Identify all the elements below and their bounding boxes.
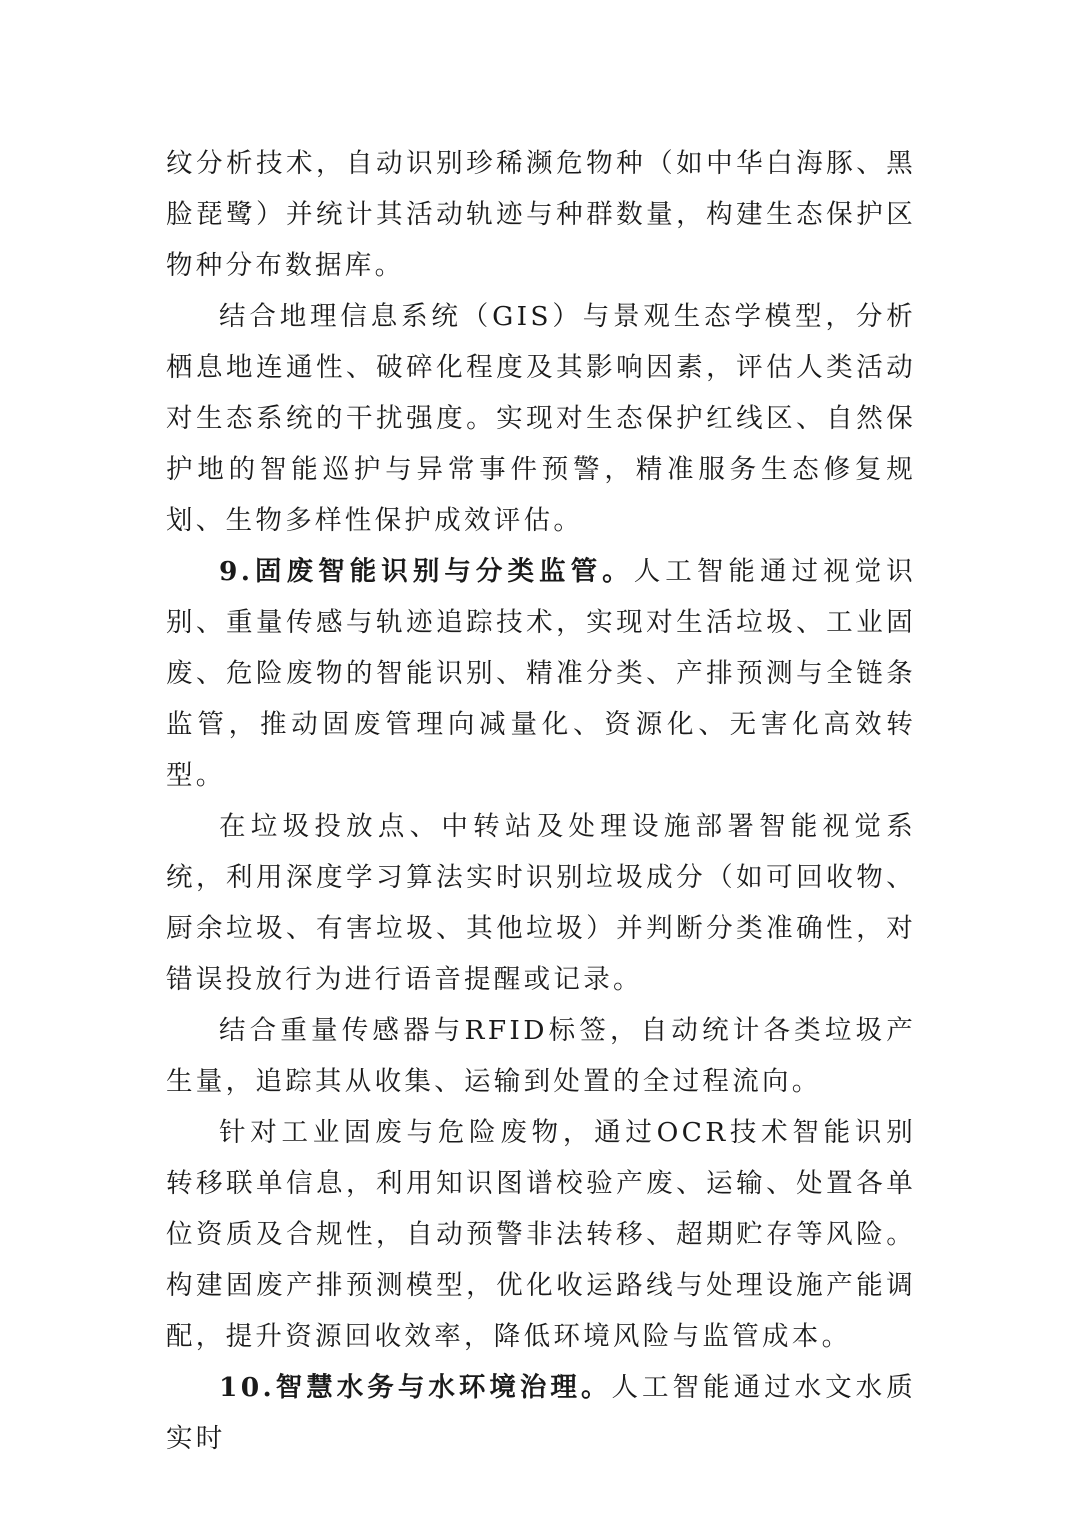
paragraph-garbage-vision <box>166 801 916 1005</box>
paragraph-text: 人工智能通过水文水质实时 <box>166 1372 916 1454</box>
paragraph-text: 在垃圾投放点、中转站及处理设施部署智能视觉系统，利用深度学习算法实时识别垃圾成分（如可回收物、厨余垃圾、有害垃圾、其他垃圾）并判断分类准确性，对错误投放行为进行语音提醒或记录。 <box>166 811 916 995</box>
paragraph-text: 纹分析技术，自动识别珍稀濒危物种（如中华白海豚、黑脸琵鹭）并统计其活动轨迹与种群数量，构建生态保护区物种分布数据库。 <box>166 148 916 281</box>
paragraph-gis-habitat <box>166 291 916 546</box>
paragraph-text: 结合地理信息系统（GIS）与景观生态学模型，分析栖息地连通性、破碎化程度及其影响因素，评估人类活动对生态系统的干扰强度。实现对生态保护红线区、自然保护地的智能巡护与异常事件预警，精准服务生态修复规划、生物多样性保护成效评估。 <box>166 301 916 536</box>
document-page <box>166 138 916 1464</box>
paragraph-section-10 <box>166 1362 916 1464</box>
paragraph-text: 针对工业固废与危险废物，通过OCR技术智能识别转移联单信息，利用知识图谱校验产废、运输、处置各单位资质及合规性，自动预警非法转移、超期贮存等风险。构建固废产排预测模型，优化收运路线与处理设施产能调配，提升资源回收效率，降低环境风险与监管成本。 <box>166 1117 916 1352</box>
section-heading-10: 10.智慧水务与水环境治理。 <box>219 1372 612 1403</box>
paragraph-text: 结合重量传感器与RFID标签，自动统计各类垃圾产生量，追踪其从收集、运输到处置的全过程流向。 <box>166 1015 916 1097</box>
section-heading-9: 9.固废智能识别与分类监管。 <box>219 556 634 587</box>
paragraph-rfid <box>166 1005 916 1107</box>
paragraph-text: 人工智能通过视觉识别、重量传感与轨迹追踪技术，实现对生活垃圾、工业固废、危险废物的智能识别、精准分类、产排预测与全链条监管，推动固废管理向减量化、资源化、无害化高效转型。 <box>166 556 916 791</box>
paragraph-industrial-waste <box>166 1107 916 1362</box>
paragraph-species-database <box>166 138 916 291</box>
paragraph-section-9 <box>166 546 916 801</box>
